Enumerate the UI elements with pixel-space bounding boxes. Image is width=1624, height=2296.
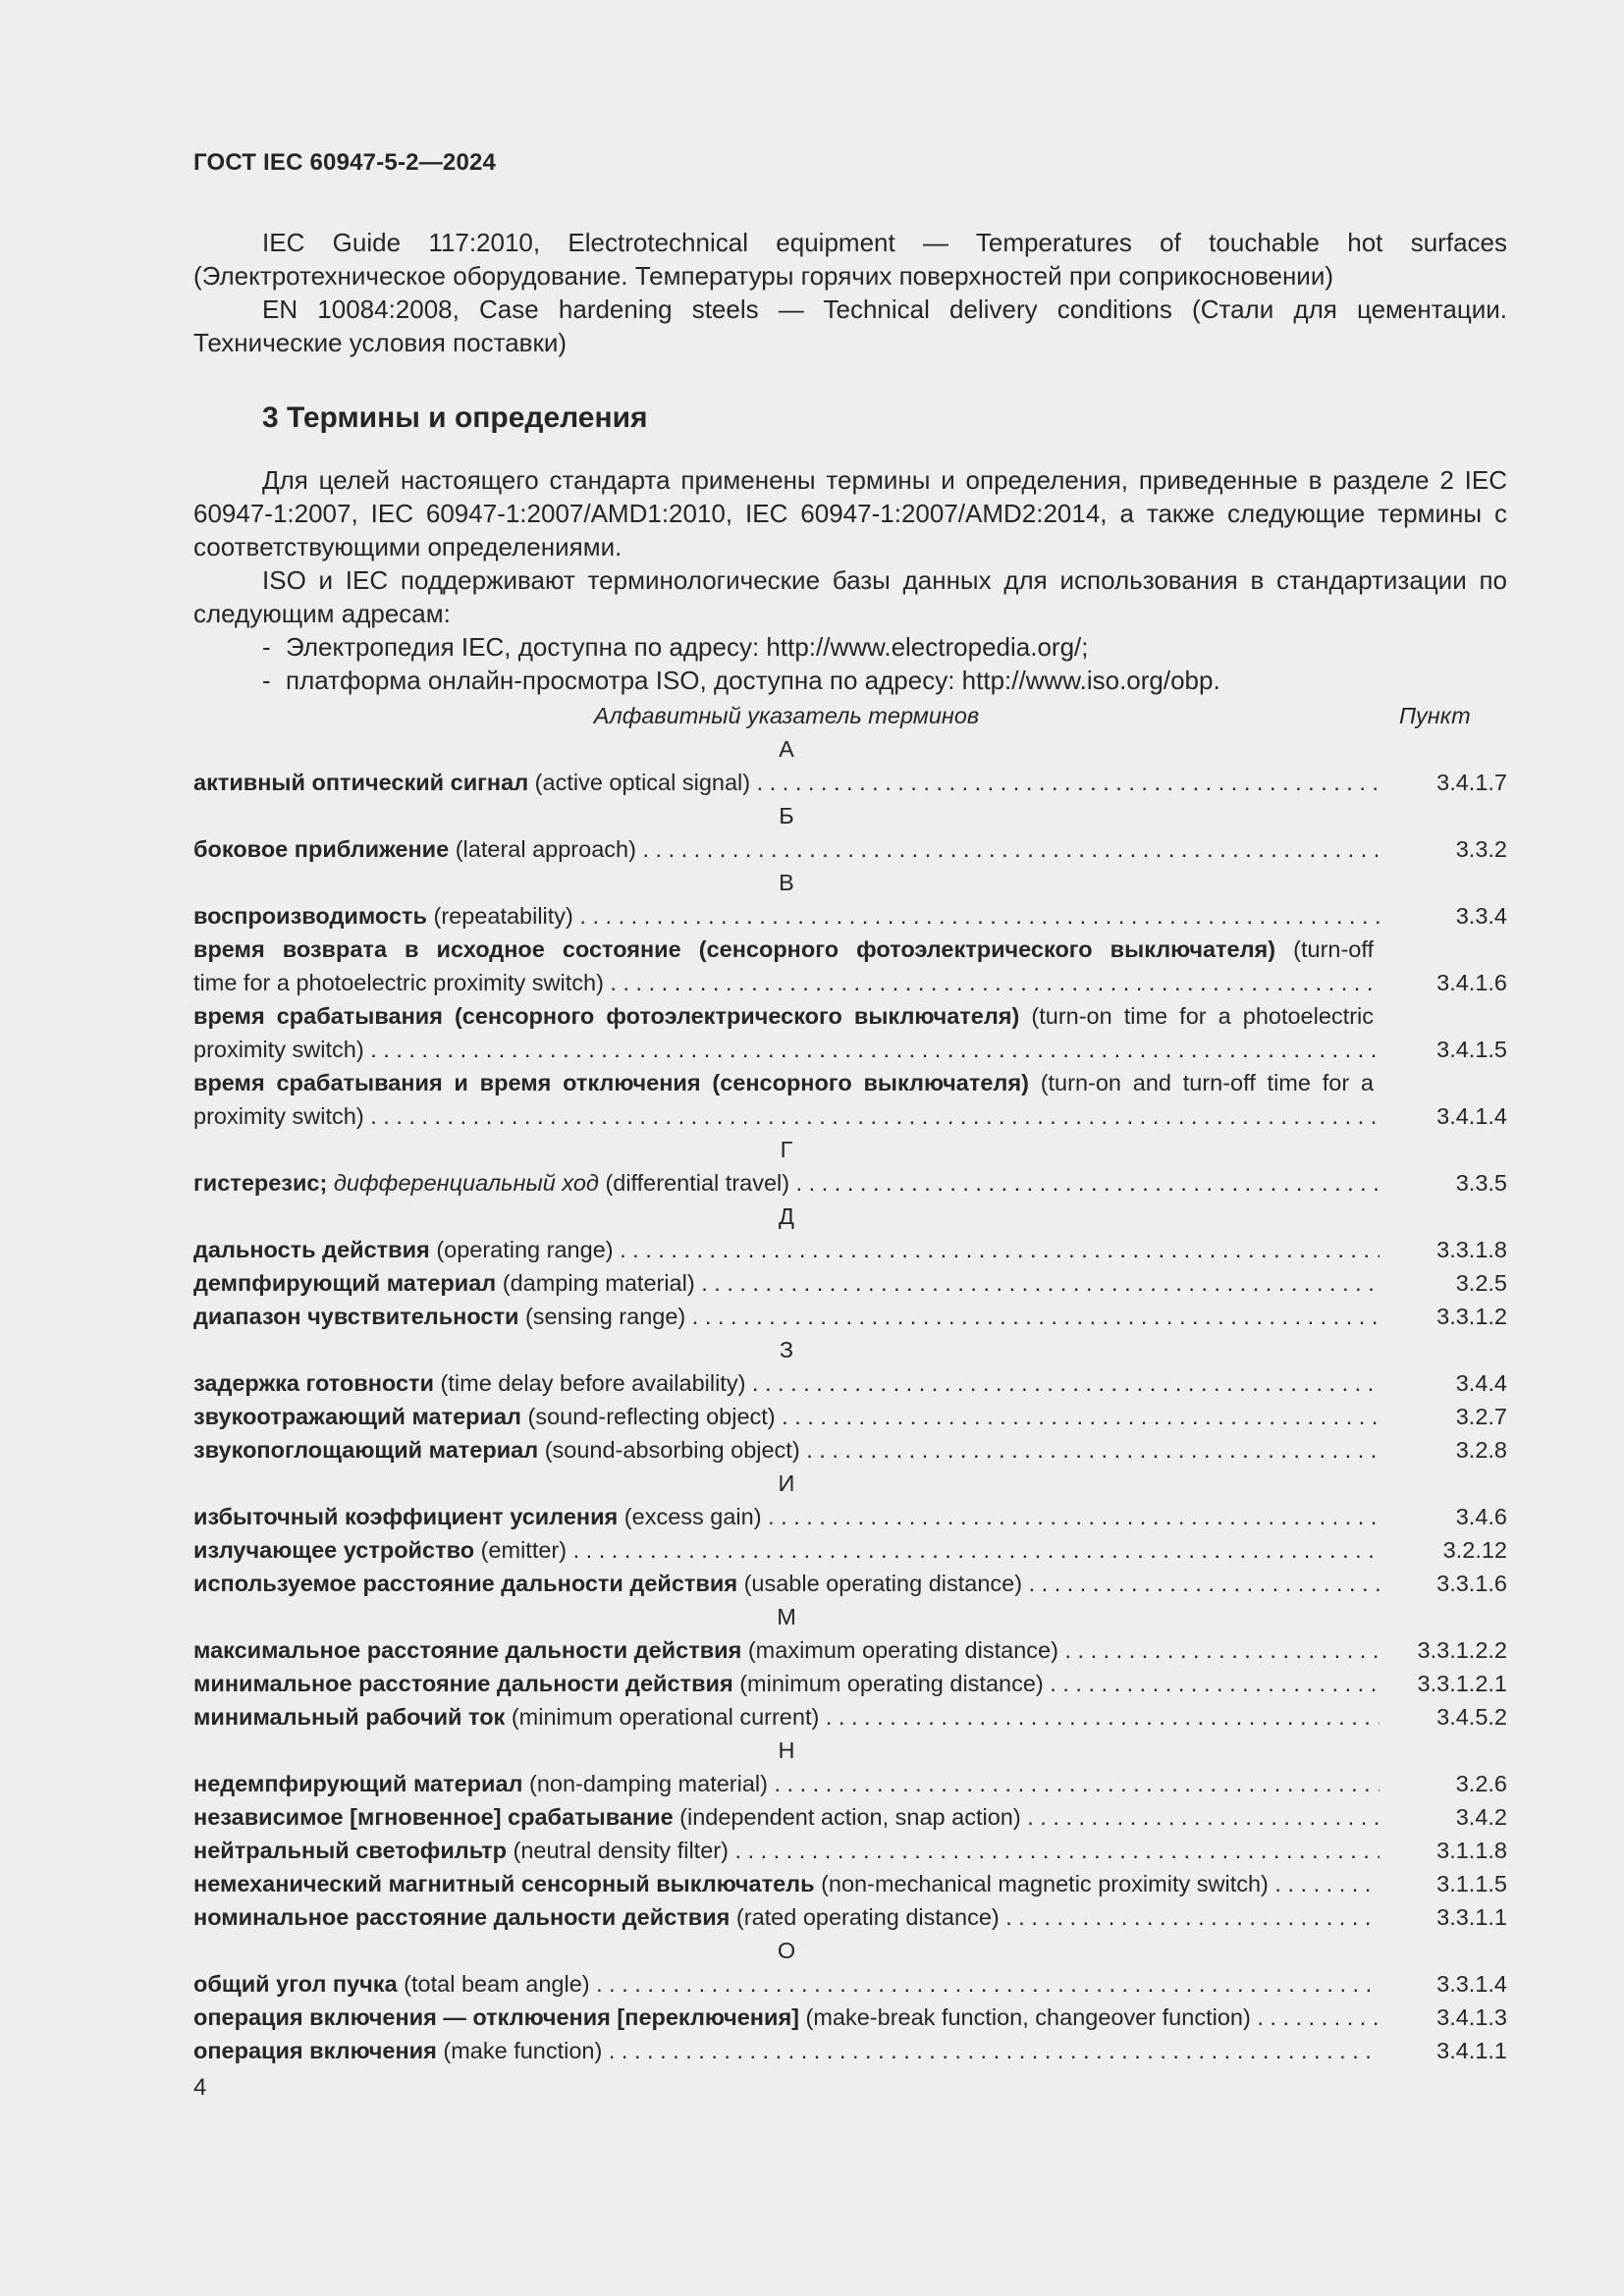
index-entry: избыточный коэффициент усиления (excess gain) . . . 3.4.6 bbox=[193, 1500, 1507, 1533]
entry-number: 3.3.2 bbox=[1455, 836, 1507, 862]
intro-paragraph: ISO и IEC поддерживают терминологические базы данных для использования в стандартизации по следующим адресам: bbox=[193, 565, 1507, 628]
index-entry: нейтральный светофильтр (neutral density filter) . . . 3.1.1.8 bbox=[193, 1834, 1507, 1867]
entry-number: 3.1.1.5 bbox=[1436, 1871, 1507, 1896]
section-title: 3 Термины и определения bbox=[262, 401, 648, 434]
entry-number: 3.3.1.8 bbox=[1436, 1237, 1507, 1262]
index-entry: немеханический магнитный сенсорный выключатель (non-mechanical magnetic proximity switch) . . . 3.1.1.5 bbox=[193, 1867, 1507, 1900]
index-entry: время срабатывания и время отключения (сенсорного выключателя) (turn-on and turn-off time for a proximity switch) . . . 3.4.1.4 bbox=[193, 1066, 1507, 1133]
index-letter: О bbox=[777, 1938, 796, 1963]
index-entry: звукопоглощающий материал (sound-absorbing object) . . . 3.2.8 bbox=[193, 1433, 1507, 1467]
entry-number: 3.4.1.7 bbox=[1436, 770, 1507, 795]
index-entry: минимальное расстояние дальности действия (minimum operating distance) . . . 3.3.1.2.1 bbox=[193, 1667, 1507, 1700]
entry-number: 3.3.1.1 bbox=[1436, 1904, 1507, 1930]
entry-number: 3.2.8 bbox=[1455, 1437, 1507, 1463]
term-index bbox=[193, 699, 1507, 2067]
entry-number: 3.4.2 bbox=[1455, 1804, 1507, 1830]
index-letter: Д bbox=[779, 1203, 794, 1229]
bullet-text: Электропедия IEC, доступна по адресу: http://www.electropedia.org/; bbox=[286, 632, 1089, 662]
entry-number: 3.4.1.5 bbox=[1436, 1037, 1507, 1062]
index-entry: используемое расстояние дальности действия (usable operating distance) . . . 3.3.1.6 bbox=[193, 1567, 1507, 1600]
reference-paragraph: IEC Guide 117:2010, Electrotechnical equipment — Temperatures of touchable hot surfaces (Электротехническое оборудование. Температуры горячих поверхностей при соприкосновении) bbox=[193, 228, 1507, 291]
page-content bbox=[193, 226, 1507, 2067]
entry-number: 3.4.6 bbox=[1455, 1504, 1507, 1529]
index-entry: излучающее устройство (emitter) . . . 3.2.12 bbox=[193, 1533, 1507, 1567]
index-entry: операция включения — отключения [переключения] (make-break function, changeover function) . . . 3.4.1.3 bbox=[193, 2001, 1507, 2034]
entry-number: 3.2.7 bbox=[1455, 1404, 1507, 1429]
entry-number: 3.3.5 bbox=[1455, 1170, 1507, 1196]
entry-number: 3.4.4 bbox=[1455, 1370, 1507, 1396]
index-entry: максимальное расстояние дальности действия (maximum operating distance) . . . 3.3.1.2.2 bbox=[193, 1633, 1507, 1667]
index-entry: общий угол пучка (total beam angle) . . . 3.3.1.4 bbox=[193, 1967, 1507, 2001]
bullet-item: - платформа онлайн-просмотра ISO, доступна по адресу: http://www.iso.org/obp. bbox=[262, 666, 1220, 695]
index-entry: номинальное расстояние дальности действия (rated operating distance) . . . 3.3.1.1 bbox=[193, 1900, 1507, 1934]
index-letter: Б bbox=[779, 803, 794, 828]
index-column-label: Пункт bbox=[1399, 703, 1471, 728]
index-entry: недемпфирующий материал (non-damping material) . . . 3.2.6 bbox=[193, 1767, 1507, 1800]
index-letter: А bbox=[779, 736, 794, 762]
entry-number: 3.4.1.4 bbox=[1436, 1103, 1507, 1129]
document-header: ГОСТ IEC 60947-5-2—2024 bbox=[193, 149, 497, 176]
entry-number: 3.3.1.4 bbox=[1436, 1971, 1507, 1997]
reference-paragraph: EN 10084:2008, Case hardening steels — Technical delivery conditions (Стали для цементации. Технические условия поставки) bbox=[193, 294, 1507, 357]
index-letter: И bbox=[778, 1470, 795, 1496]
page-number: 4 bbox=[193, 2074, 207, 2101]
index-entry: дальность действия (operating range) . . . 3.3.1.8 bbox=[193, 1233, 1507, 1266]
index-title: Алфавитный указатель терминов bbox=[593, 703, 980, 728]
entry-number: 3.3.1.2 bbox=[1436, 1304, 1507, 1329]
entry-number: 3.3.1.6 bbox=[1436, 1571, 1507, 1596]
entry-number: 3.3.1.2.2 bbox=[1417, 1637, 1507, 1663]
index-entry: звукоотражающий материал (sound-reflecting object) . . . 3.2.7 bbox=[193, 1400, 1507, 1433]
index-letter: З bbox=[779, 1337, 794, 1362]
index-entry: демпфирующий материал (damping material) . . . 3.2.5 bbox=[193, 1266, 1507, 1300]
index-entry: активный оптический сигнал (active optical signal) . . . 3.4.1.7 bbox=[193, 766, 1507, 799]
index-entry: боковое приближение (lateral approach) . . . 3.3.2 bbox=[193, 832, 1507, 866]
index-letter: В bbox=[779, 870, 794, 895]
index-entry: воспроизводимость (repeatability) . . . 3.3.4 bbox=[193, 899, 1507, 933]
index-header bbox=[193, 699, 1507, 732]
index-entry: диапазон чувствительности (sensing range) . . . 3.3.1.2 bbox=[193, 1300, 1507, 1333]
index-letter: М bbox=[777, 1604, 796, 1629]
entry-number: 3.4.5.2 bbox=[1436, 1704, 1507, 1730]
entry-number: 3.2.6 bbox=[1455, 1771, 1507, 1796]
entry-number: 3.3.4 bbox=[1455, 903, 1507, 929]
entry-number: 3.4.1.3 bbox=[1436, 2004, 1507, 2030]
index-entry: независимое [мгновенное] срабатывание (independent action, snap action) . . . 3.4.2 bbox=[193, 1800, 1507, 1834]
index-entry: время возврата в исходное состояние (сенсорного фотоэлектрического выключателя) (turn-off time for a photoelectric proximity switch) . . . 3.4.1.6 bbox=[193, 933, 1507, 999]
entry-number: 3.1.1.8 bbox=[1436, 1838, 1507, 1863]
index-letter: Н bbox=[778, 1737, 795, 1763]
entry-number: 3.2.5 bbox=[1455, 1270, 1507, 1296]
index-entry: минимальный рабочий ток (minimum operational current) . . . 3.4.5.2 bbox=[193, 1700, 1507, 1734]
intro-paragraph: Для целей настоящего стандарта применены термины и определения, приведенные в разделе 2 IEC 60947-1:2007, IEC 60947-1:2007/AMD1:2010, IEC 60947-1:2007/AMD2:2014, а также следующие термины с соответствующими определениями. bbox=[193, 465, 1507, 561]
bullet-item: - Электропедия IEC, доступна по адресу: http://www.electropedia.org/; bbox=[262, 632, 1089, 662]
entry-number: 3.2.12 bbox=[1442, 1537, 1507, 1563]
index-entry: гистерезис; дифференциальный ход (differential travel) . . . 3.3.5 bbox=[193, 1166, 1507, 1200]
entry-number: 3.4.1.6 bbox=[1436, 970, 1507, 995]
entry-number: 3.3.1.2.1 bbox=[1417, 1671, 1507, 1696]
index-entry: время срабатывания (сенсорного фотоэлектрического выключателя) (turn-on time for a photoelectric proximity switch) . . . 3.4.1.5 bbox=[193, 999, 1507, 1066]
index-entry: задержка готовности (time delay before availability) . . . 3.4.4 bbox=[193, 1366, 1507, 1400]
index-entry: операция включения (make function) . . . 3.4.1.1 bbox=[193, 2034, 1507, 2067]
entry-number: 3.4.1.1 bbox=[1436, 2038, 1507, 2063]
bullet-text: платформа онлайн-просмотра ISO, доступна по адресу: http://www.iso.org/obp. bbox=[286, 666, 1220, 695]
index-letter: Г bbox=[780, 1137, 793, 1162]
